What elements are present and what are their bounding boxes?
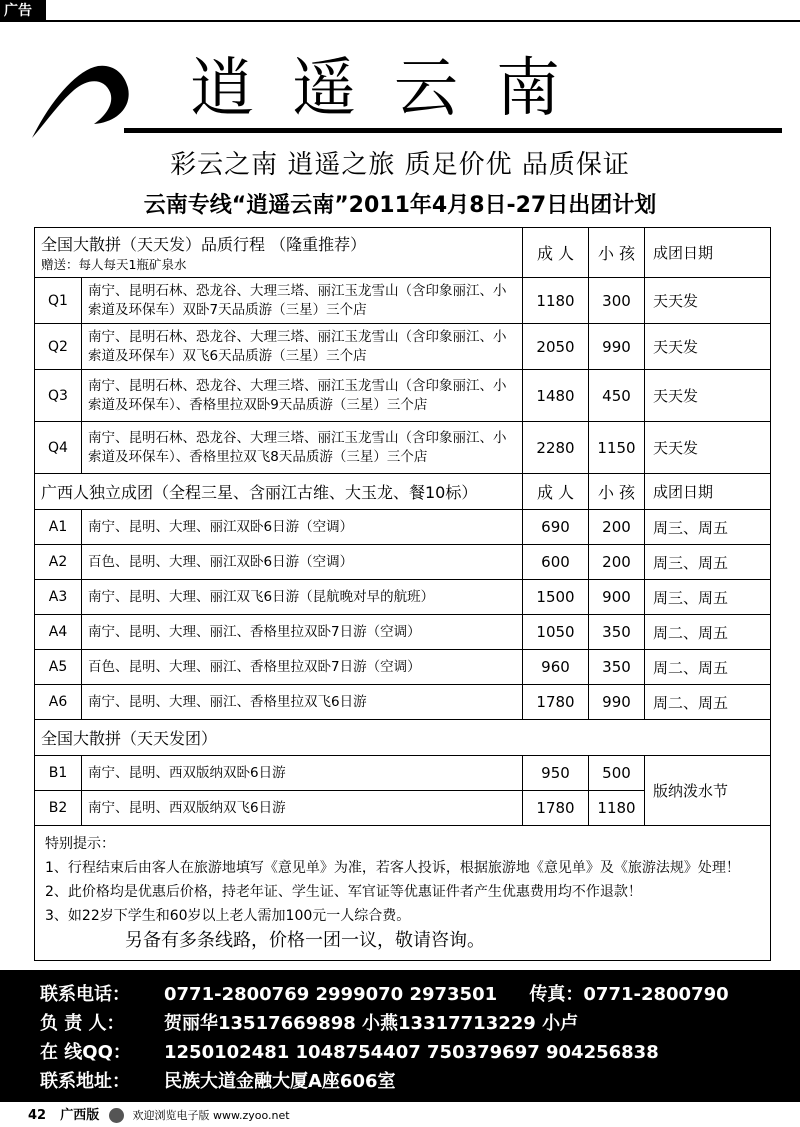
- row-desc: 南宁、昆明、大理、丽江双飞6日游（昆航晚对早的航班）: [82, 580, 523, 615]
- row-child-price: 990: [589, 324, 645, 370]
- row-child-price: 1150: [589, 422, 645, 474]
- row-code: B2: [35, 791, 82, 826]
- row-date: 天天发: [645, 278, 771, 324]
- row-adult-price: 1500: [523, 580, 589, 615]
- footer-text[interactable]: 欢迎浏览电子版 www.zyoo.net: [132, 1109, 290, 1122]
- section2-adult-header: 成 人: [523, 474, 589, 510]
- notes-row: [35, 826, 771, 961]
- row-child-price: 200: [589, 545, 645, 580]
- contact-qq-row: [40, 1038, 800, 1067]
- notes-title: 特别提示：: [45, 836, 115, 852]
- row-child-price: 300: [589, 278, 645, 324]
- footer: [0, 1104, 800, 1127]
- logo-icon: [28, 62, 138, 142]
- contact-person-row: [40, 1009, 800, 1038]
- table-row: [35, 510, 771, 545]
- row-code: A1: [35, 510, 82, 545]
- table-row: [35, 278, 771, 324]
- row-desc: 南宁、昆明、西双版纳双飞6日游: [82, 791, 523, 826]
- row-child-price: 450: [589, 370, 645, 422]
- row-desc: 南宁、昆明石林、恐龙谷、大理三塔、丽江玉龙雪山（含印象丽江、小 索道及环保车）、香格里拉双卧9天品质游（三星）三个店: [82, 370, 523, 422]
- contact-block: [0, 970, 800, 1102]
- note-item: 3、如22岁下学生和60岁以上老人需加100元一人综合费。: [45, 908, 411, 924]
- row-desc: 南宁、昆明、大理、丽江、香格里拉双飞6日游: [82, 685, 523, 720]
- notes-final: 另备有多条线路，价格一团一议，敬请咨询。: [125, 930, 485, 951]
- phone-label: 联系电话：: [40, 984, 130, 1005]
- row-adult-price: 1780: [523, 791, 589, 826]
- table-row: [35, 545, 771, 580]
- row-desc: 南宁、昆明石林、恐龙谷、大理三塔、丽江玉龙雪山（含印象丽江、小 索道及环保车）双飞6天品质游（三星）三个店: [82, 324, 523, 370]
- qq-value: 1250102481 1048754407 750379697 904256838: [164, 1042, 659, 1063]
- table-row: [35, 370, 771, 422]
- table-row: [35, 580, 771, 615]
- qq-label: 在 线QQ：: [40, 1042, 131, 1063]
- table-row: [35, 422, 771, 474]
- ad-rule: [46, 20, 800, 22]
- phone-value: 0771-2800769 2999070 2973501: [164, 984, 498, 1005]
- table-row: [35, 650, 771, 685]
- note-item: 1、行程结束后由客人在旅游地填写《意见单》为准，若客人投诉，根据旅游地《意见单》及《旅游法规》处理！: [45, 860, 740, 876]
- section1-header-row: [35, 228, 771, 278]
- address-value: 民族大道金融大厦A座606室: [164, 1071, 396, 1092]
- row-desc: 南宁、昆明、大理、丽江、香格里拉双卧7日游（空调）: [82, 615, 523, 650]
- row-adult-price: 950: [523, 756, 589, 791]
- row-child-price: 900: [589, 580, 645, 615]
- slogan: 彩云之南 逍遥之旅 质足价优 品质保证: [170, 150, 630, 180]
- row-code: B1: [35, 756, 82, 791]
- row-date: 周二、周五: [645, 650, 771, 685]
- row-code: A6: [35, 685, 82, 720]
- row-adult-price: 1050: [523, 615, 589, 650]
- section2-title: 广西人独立成团（全程三星、含丽江古维、大玉龙、餐10标）: [35, 474, 523, 510]
- row-desc: 南宁、昆明石林、恐龙谷、大理三塔、丽江玉龙雪山（含印象丽江、小 索道及环保车）、香格里拉双飞8天品质游（三星）三个店: [82, 422, 523, 474]
- row-date: 天天发: [645, 370, 771, 422]
- row-date: 周二、周五: [645, 615, 771, 650]
- row-date: 天天发: [645, 324, 771, 370]
- section2-header-row: [35, 474, 771, 510]
- row-code: A4: [35, 615, 82, 650]
- row-code: Q3: [35, 370, 82, 422]
- section2-date-header: 成团日期: [645, 474, 771, 510]
- section1-adult-header: 成 人: [523, 228, 589, 278]
- edition-label: 广西版: [60, 1108, 100, 1123]
- row-code: Q4: [35, 422, 82, 474]
- notes-cell: [35, 826, 771, 961]
- section1-gift: 赠送：每人每天1瓶矿泉水: [41, 257, 187, 272]
- row-date: 周二、周五: [645, 685, 771, 720]
- row-date: 周三、周五: [645, 510, 771, 545]
- badge-icon: [109, 1108, 124, 1123]
- contact-address-row: [40, 1067, 800, 1096]
- row-desc: 南宁、昆明、西双版纳双卧6日游: [82, 756, 523, 791]
- row-adult-price: 690: [523, 510, 589, 545]
- section3-title: 全国大散拼（天天发团）: [35, 720, 771, 756]
- brand-rule: [124, 128, 782, 133]
- person-value: 贺丽华13517669898 小燕13317713229 小卢: [164, 1013, 579, 1034]
- row-adult-price: 2280: [523, 422, 589, 474]
- section1-child-header: 小 孩: [589, 228, 645, 278]
- row-adult-price: 2050: [523, 324, 589, 370]
- table-row: [35, 756, 771, 791]
- row-adult-price: 1180: [523, 278, 589, 324]
- fax-value: 0771-2800790: [583, 984, 729, 1005]
- ad-tag: 广告: [0, 0, 46, 22]
- row-child-price: 990: [589, 685, 645, 720]
- row-date: 天天发: [645, 422, 771, 474]
- fax-label: 传真：: [529, 984, 584, 1005]
- section1-title: 全国大散拼（天天发）品质行程 （隆重推荐）: [41, 235, 367, 254]
- row-code: A2: [35, 545, 82, 580]
- row-desc: 南宁、昆明石林、恐龙谷、大理三塔、丽江玉龙雪山（含印象丽江、小 索道及环保车）双卧7天品质游（三星）三个店: [82, 278, 523, 324]
- row-adult-price: 960: [523, 650, 589, 685]
- row-child-price: 200: [589, 510, 645, 545]
- section3-date: 版纳泼水节: [645, 756, 771, 826]
- row-child-price: 350: [589, 650, 645, 685]
- section1-date-header: 成团日期: [645, 228, 771, 278]
- section3-header-row: [35, 720, 771, 756]
- plan-title: 云南专线“逍遥云南”2011年4月8日-27日出团计划: [143, 193, 657, 218]
- row-adult-price: 1480: [523, 370, 589, 422]
- person-label: 负 责 人：: [40, 1013, 125, 1034]
- address-label: 联系地址：: [40, 1071, 130, 1092]
- table-row: [35, 324, 771, 370]
- brand-title: 逍遥云南: [190, 52, 598, 126]
- table-row: [35, 615, 771, 650]
- row-adult-price: 600: [523, 545, 589, 580]
- row-date: 周三、周五: [645, 580, 771, 615]
- row-desc: 百色、昆明、大理、丽江双卧6日游（空调）: [82, 545, 523, 580]
- row-child-price: 1180: [589, 791, 645, 826]
- row-code: A3: [35, 580, 82, 615]
- row-adult-price: 1780: [523, 685, 589, 720]
- page-number: 42: [28, 1108, 47, 1123]
- row-code: Q1: [35, 278, 82, 324]
- row-child-price: 500: [589, 756, 645, 791]
- itinerary-table: [34, 227, 771, 961]
- section2-child-header: 小 孩: [589, 474, 645, 510]
- row-desc: 百色、昆明、大理、丽江、香格里拉双卧7日游（空调）: [82, 650, 523, 685]
- row-child-price: 350: [589, 615, 645, 650]
- row-desc: 南宁、昆明、大理、丽江双卧6日游（空调）: [82, 510, 523, 545]
- note-item: 2、此价格均是优惠后价格，持老年证、学生证、军官证等优惠证件者产生优惠费用均不作退款！: [45, 884, 642, 900]
- contact-phone-row: [40, 980, 800, 1009]
- row-code: Q2: [35, 324, 82, 370]
- row-date: 周三、周五: [645, 545, 771, 580]
- section1-title-cell: [35, 228, 523, 278]
- row-code: A5: [35, 650, 82, 685]
- table-row: [35, 685, 771, 720]
